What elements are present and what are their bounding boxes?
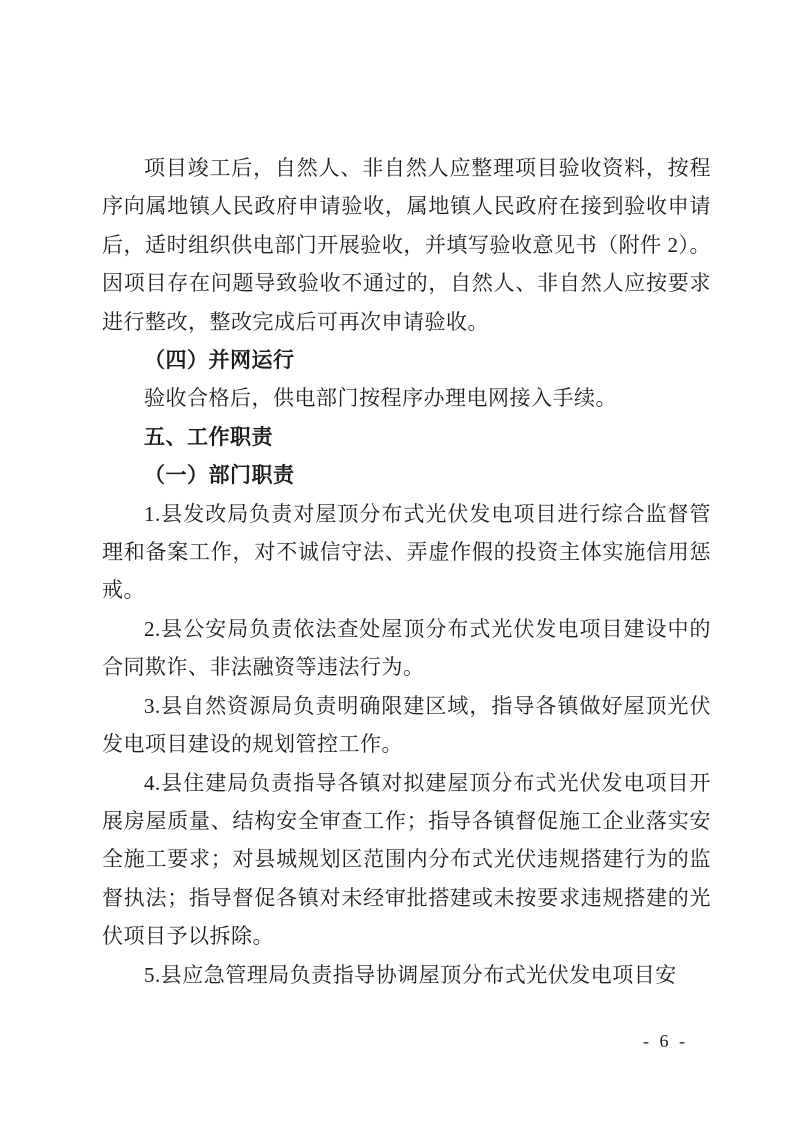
paragraph-duty-4-housing-construction-bureau: 4.县住建局负责指导各镇对拟建屋顶分布式光伏发电项目开展房屋质量、结构安全审查工作；指导各镇督促施工企业落实安全施工要求；对县城规划区范围内分布式光伏违规搭建行为的监督执法；指导督促各镇对未经审批搭建或未按要求违规搭建的光伏项目予以拆除。	[102, 770, 711, 949]
paragraph-duty-1-development-reform-bureau: 1.县发改局负责对屋顶分布式光伏发电项目进行综合监督管理和备案工作，对不诚信守法、弄虚作假的投资主体实施信用惩戒。	[102, 501, 711, 603]
heading-grid-connection-operation: （四）并网运行	[144, 348, 295, 373]
document-body	[102, 149, 711, 994]
paragraph-acceptance-procedure: 项目竣工后，自然人、非自然人应整理项目验收资料，按程序向属地镇人民政府申请验收，属地镇人民政府在接到验收申请后，适时组织供电部门开展验收，并填写验收意见书（附件 2）。因项目存在问题导致验收不通过的，自然人、非自然人应按要求进行整改，整改完成后可再次申请验收。	[102, 156, 711, 334]
paragraph-grid-connection: 验收合格后，供电部门按程序办理电网接入手续。	[144, 386, 617, 411]
paragraph-duty-3-natural-resources-bureau: 3.县自然资源局负责明确限建区域，指导各镇做好屋顶光伏发电项目建设的规划管控工作。	[102, 693, 711, 757]
paragraph-duty-2-public-security-bureau: 2.县公安局负责依法查处屋顶分布式光伏发电项目建设中的合同欺诈、非法融资等违法行为。	[102, 616, 711, 680]
heading-department-responsibilities: （一）部门职责	[144, 463, 295, 488]
paragraph-duty-5-emergency-management-bureau: 5.县应急管理局负责指导协调屋顶分布式光伏发电项目安	[144, 962, 677, 987]
heading-work-responsibilities: 五、工作职责	[144, 424, 273, 449]
page-number: - 6 -	[643, 1031, 688, 1051]
